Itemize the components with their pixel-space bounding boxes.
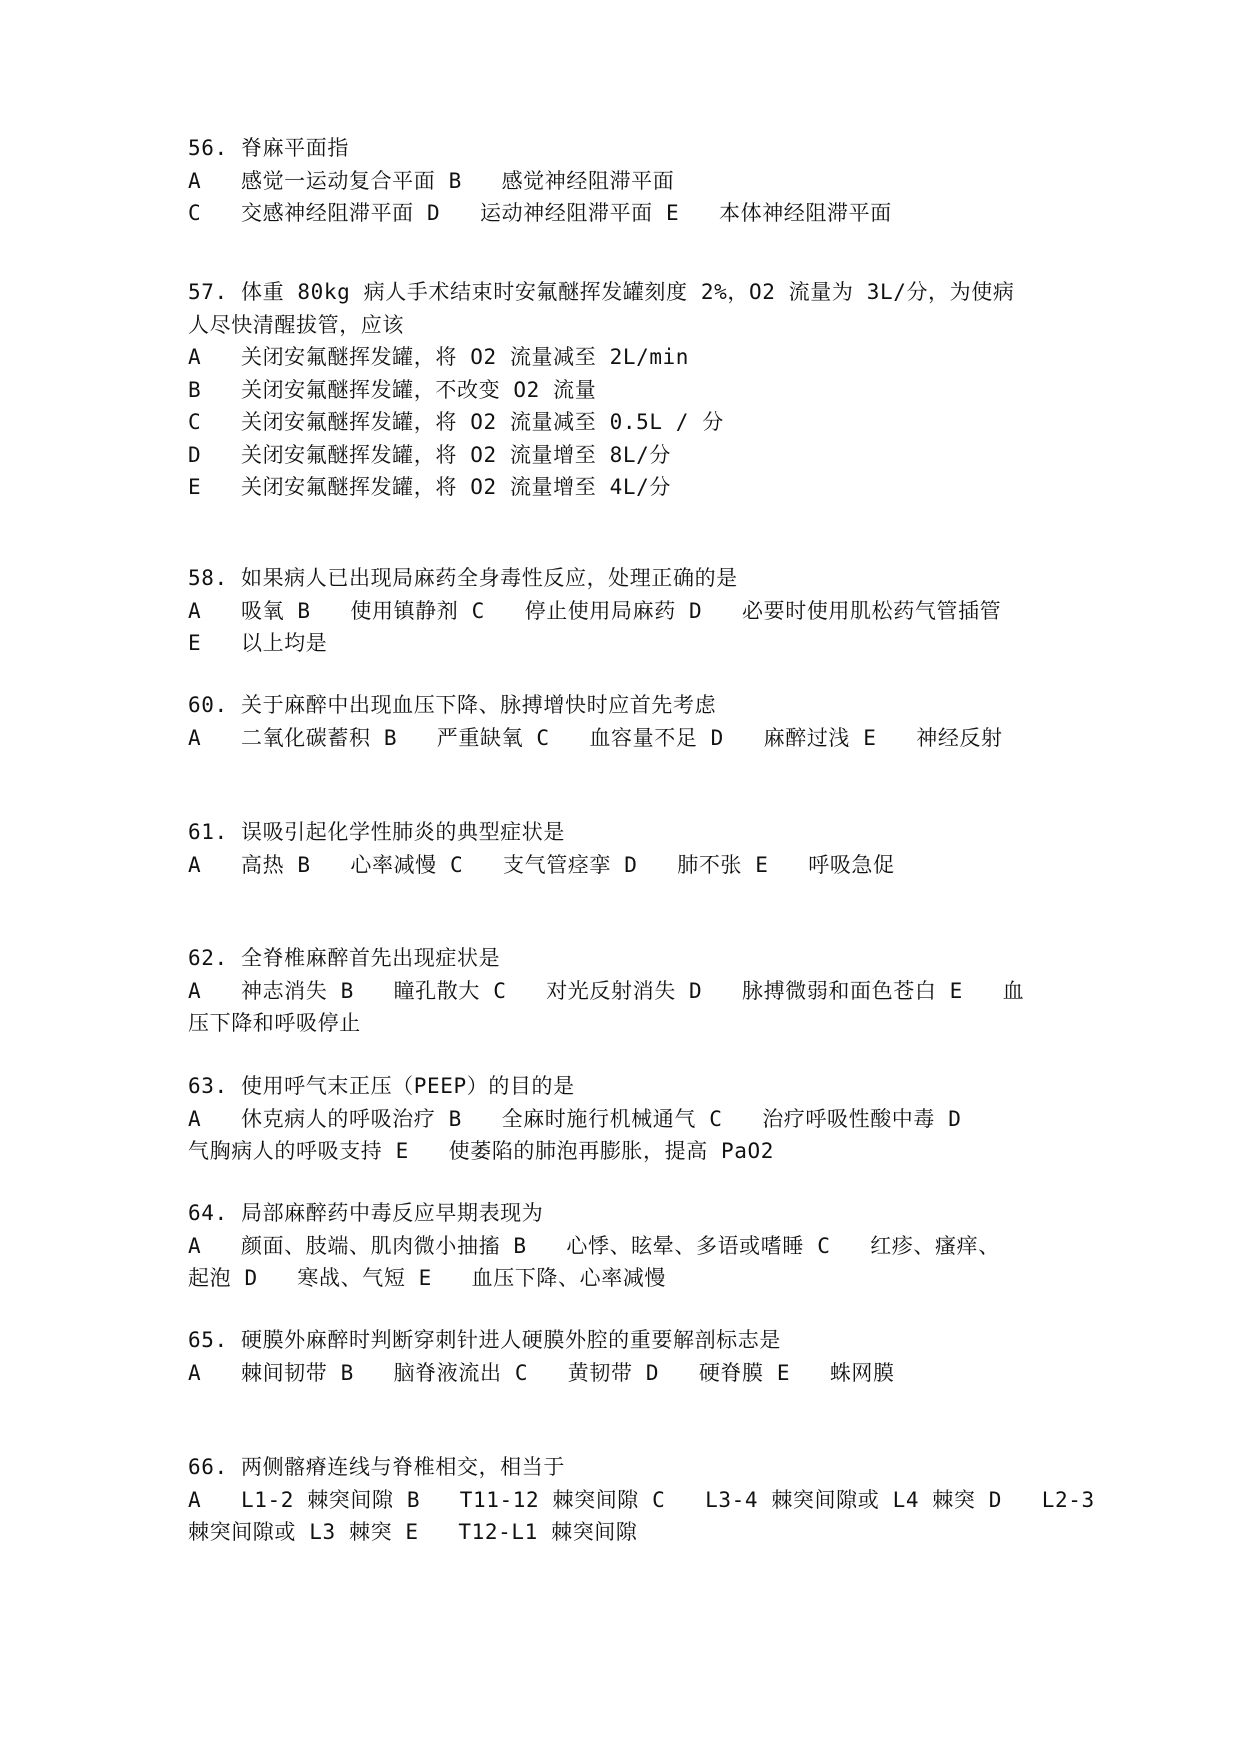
answer-options-line: A 感觉一运动复合平面 B 感觉神经阻滞平面 xyxy=(188,168,675,193)
answer-options-line: 压下降和呼吸停止 xyxy=(188,1011,361,1035)
answer-options-line: A 二氧化碳蓄积 B 严重缺氧 C 血容量不足 D 麻醉过浅 E 神经反射 xyxy=(188,725,1003,750)
question-stem: 57. 体重 80kg 病人手术结束时安氟醚挥发罐刻度 2%，O2 流量为 3L/分，为使病 xyxy=(188,280,1015,304)
question-62 xyxy=(188,942,1068,1040)
answer-options-line: E 以上均是 xyxy=(188,631,328,655)
question-stem: 61. 误吸引起化学性肺炎的典型症状是 xyxy=(188,820,565,844)
answer-options-line: 棘突间隙或 L3 棘突 E T12-L1 棘突间隙 xyxy=(188,1520,638,1544)
question-58 xyxy=(188,562,1068,660)
question-stem: 60. 关于麻醉中出现血压下降、脉搏增快时应首先考虑 xyxy=(188,693,717,717)
question-57 xyxy=(188,276,1068,504)
answer-options-line: A 高热 B 心率减慢 C 支气管痉挛 D 肺不张 E 呼吸急促 xyxy=(188,852,895,877)
answer-option-e: E 关闭安氟醚挥发罐，将 O2 流量增至 4L/分 xyxy=(188,475,671,499)
question-stem: 62. 全脊椎麻醉首先出现症状是 xyxy=(188,946,501,970)
answer-options-line: A 颜面、肢端、肌肉微小抽搐 B 心悸、眩晕、多语或嗜睡 C 红疹、瘙痒、 xyxy=(188,1233,1000,1258)
answer-option-a: A 关闭安氟醚挥发罐，将 O2 流量减至 2L/min xyxy=(188,345,690,369)
question-stem: 65. 硬膜外麻醉时判断穿刺针进人硬膜外腔的重要解剖标志是 xyxy=(188,1328,781,1352)
answer-options-line: A 吸氧 B 使用镇静剂 C 停止使用局麻药 D 必要时使用肌松药气管插管 xyxy=(188,598,1002,623)
question-66 xyxy=(188,1451,1095,1549)
answer-option-c: C 关闭安氟醚挥发罐，将 O2 流量减至 0.5L / 分 xyxy=(188,410,724,434)
answer-option-d: D 关闭安氟醚挥发罐，将 O2 流量增至 8L/分 xyxy=(188,442,671,467)
answer-options-line: A L1-2 棘突间隙 B T11-12 棘突间隙 C L3-4 棘突间隙或 L4 棘突 D L2-3 xyxy=(188,1487,1095,1512)
answer-options-line: 起泡 D 寒战、气短 E 血压下降、心率减慢 xyxy=(188,1266,667,1290)
question-56 xyxy=(188,132,1068,230)
question-stem: 64. 局部麻醉药中毒反应早期表现为 xyxy=(188,1201,544,1225)
question-65 xyxy=(188,1324,1068,1389)
question-64 xyxy=(188,1197,1068,1295)
answer-option-b: B 关闭安氟醚挥发罐，不改变 O2 流量 xyxy=(188,377,597,402)
question-stem: 63. 使用呼气末正压（PEEP）的目的是 xyxy=(188,1074,575,1098)
question-stem: 66. 两侧髂瘠连线与脊椎相交，相当于 xyxy=(188,1455,565,1479)
question-63 xyxy=(188,1070,1068,1168)
answer-options-line: A 棘间韧带 B 脑脊液流出 C 黄韧带 D 硬脊膜 E 蛛网膜 xyxy=(188,1360,895,1385)
answer-options-line: A 神志消失 B 瞳孔散大 C 对光反射消失 D 脉搏微弱和面色苍白 E 血 xyxy=(188,978,1025,1003)
question-stem: 58. 如果病人已出现局麻药全身毒性反应，处理正确的是 xyxy=(188,566,738,590)
question-61 xyxy=(188,816,1068,881)
answer-options-line: A 休克病人的呼吸治疗 B 全麻时施行机械通气 C 治疗呼吸性酸中毒 D xyxy=(188,1106,962,1131)
answer-options-line: 气胸病人的呼吸支持 E 使萎陷的肺泡再膨胀，提高 PaO2 xyxy=(188,1139,775,1163)
question-stem: 56. 脊麻平面指 xyxy=(188,136,349,160)
answer-options-line: C 交感神经阻滞平面 D 运动神经阻滞平面 E 本体神经阻滞平面 xyxy=(188,201,892,225)
question-60 xyxy=(188,689,1068,754)
question-stem-continued: 人尽快清醒拔管，应该 xyxy=(188,312,404,337)
